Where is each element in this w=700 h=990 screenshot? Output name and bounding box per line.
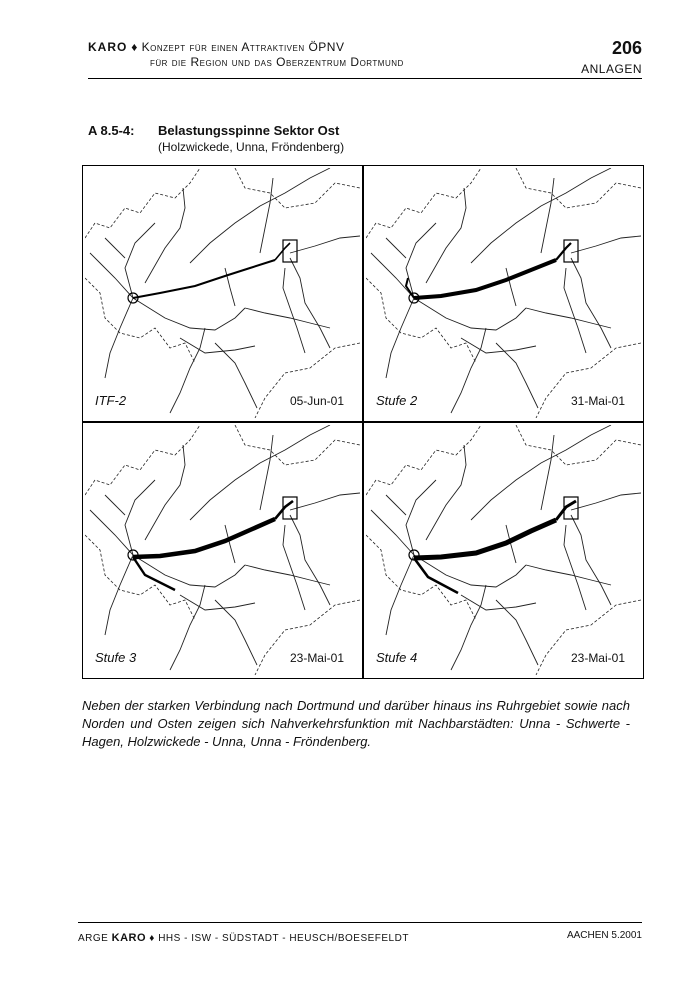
network-route (526, 308, 611, 328)
map-grid (82, 165, 644, 679)
network-route (290, 493, 360, 510)
network-route (145, 188, 185, 283)
network-route (290, 236, 360, 253)
footer-place-date: AACHEN 5.2001 (566, 930, 642, 941)
panel-label: Stufe 2 (376, 393, 418, 408)
panel-label: ITF-2 (95, 393, 127, 408)
network-route (235, 168, 360, 208)
network-route (105, 238, 125, 258)
footer-credits (78, 932, 409, 944)
network-route (283, 525, 305, 610)
network-route (496, 343, 538, 408)
map-panel-stufe2 (366, 168, 641, 418)
network-route (170, 328, 205, 413)
network-route (541, 435, 554, 510)
network-route (366, 425, 481, 495)
map-panel-stufe4 (366, 425, 641, 675)
network-route (170, 585, 205, 670)
network-route (283, 268, 305, 353)
network-route (133, 555, 245, 587)
network-route (571, 493, 641, 510)
network-route (290, 258, 330, 348)
network-route (125, 480, 155, 555)
network-route (406, 480, 436, 555)
footer-prefix: ARGE (78, 933, 109, 944)
footer-rule (78, 922, 642, 923)
heavy-load-route (133, 260, 275, 298)
network-route (215, 343, 257, 408)
heavy-load-route (133, 557, 175, 590)
panel-label: Stufe 3 (95, 650, 137, 665)
header-diamond: ♦ (131, 40, 138, 54)
network-route (471, 425, 611, 520)
network-route (145, 445, 185, 540)
grid-divider-horizontal (83, 421, 643, 423)
load-network-map-stufe4 (366, 425, 641, 675)
heavy-load-route (414, 520, 556, 558)
heavy-load-route (133, 519, 275, 557)
network-route (386, 555, 414, 635)
network-route (366, 535, 476, 620)
figure-number: A 8.5-4: (88, 123, 135, 138)
header-rule (88, 78, 642, 79)
network-route (235, 425, 360, 465)
network-route (85, 535, 195, 620)
network-route (426, 188, 466, 283)
network-route (571, 515, 611, 605)
network-route (260, 435, 273, 510)
network-route (386, 238, 406, 258)
page-number: 206 (611, 38, 642, 58)
network-route (133, 298, 245, 330)
footer-brand: KARO (111, 932, 147, 944)
figure-caption: Neben der starken Verbindung nach Dortmund und darüber hinaus ins Ruhrgebiet sowie nach Norden und Osten zeigen sich Nahverkehrsfunktion mit Nachbarstädten: Unna - Schwerte - Hagen, Holzwickede - Unna, Unna - Fröndenberg. (82, 698, 630, 749)
heavy-load-route (556, 501, 576, 520)
header-brand: KARO (88, 40, 128, 54)
header-title-block (88, 40, 404, 70)
network-route (451, 328, 486, 413)
network-route (414, 298, 526, 330)
panel-date: 05-Jun-01 (289, 394, 344, 408)
network-route (426, 445, 466, 540)
network-route (245, 308, 330, 328)
network-route (190, 168, 330, 263)
network-route (386, 495, 406, 515)
network-route (190, 425, 330, 520)
network-route (541, 178, 554, 253)
network-route (526, 565, 611, 585)
load-network-map-itf2 (85, 168, 360, 418)
load-network-map-stufe2 (366, 168, 641, 418)
network-route (564, 268, 586, 353)
network-route (105, 495, 125, 515)
panel-date: 23-Mai-01 (289, 651, 344, 665)
network-route (85, 168, 200, 238)
network-route (85, 278, 195, 363)
network-route (245, 565, 330, 585)
network-route (506, 268, 516, 306)
network-route (516, 425, 641, 465)
network-route (105, 298, 133, 378)
network-route (406, 223, 436, 298)
panel-date: 23-Mai-01 (570, 651, 625, 665)
heavy-load-route (414, 558, 458, 593)
footer-partners: HHS - ISW - SÜDSTADT - HEUSCH/BOESEFELDT (158, 933, 409, 944)
footer-diamond: ♦ (149, 933, 155, 944)
header-title-line1: Konzept für einen Attraktiven ÖPNV (141, 40, 345, 54)
load-network-map-stufe3 (85, 425, 360, 675)
network-route (260, 178, 273, 253)
panel-date: 31-Mai-01 (570, 394, 625, 408)
network-route (366, 278, 476, 363)
network-route (471, 168, 611, 263)
network-route (451, 585, 486, 670)
network-route (571, 258, 611, 348)
network-route (290, 515, 330, 605)
network-route (571, 236, 641, 253)
figure-subtitle: (Holzwickede, Unna, Fröndenberg) (158, 140, 345, 154)
heavy-load-route (414, 260, 556, 298)
network-route (85, 425, 200, 495)
network-route (215, 600, 257, 665)
section-label: ANLAGEN (581, 62, 642, 76)
network-route (516, 168, 641, 208)
network-route (225, 525, 235, 563)
network-route (366, 168, 481, 238)
header-line-1 (88, 40, 404, 55)
panel-label: Stufe 4 (376, 650, 418, 665)
map-panel-itf2 (85, 168, 360, 418)
figure-title: Belastungsspinne Sektor Ost (158, 123, 340, 138)
network-route (125, 223, 155, 298)
network-route (105, 555, 133, 635)
header-title-line2: für die Region und das Oberzentrum Dortmund (150, 55, 404, 69)
map-panel-stufe3 (85, 425, 360, 675)
network-route (496, 600, 538, 665)
network-route (564, 525, 586, 610)
network-route (386, 298, 414, 378)
